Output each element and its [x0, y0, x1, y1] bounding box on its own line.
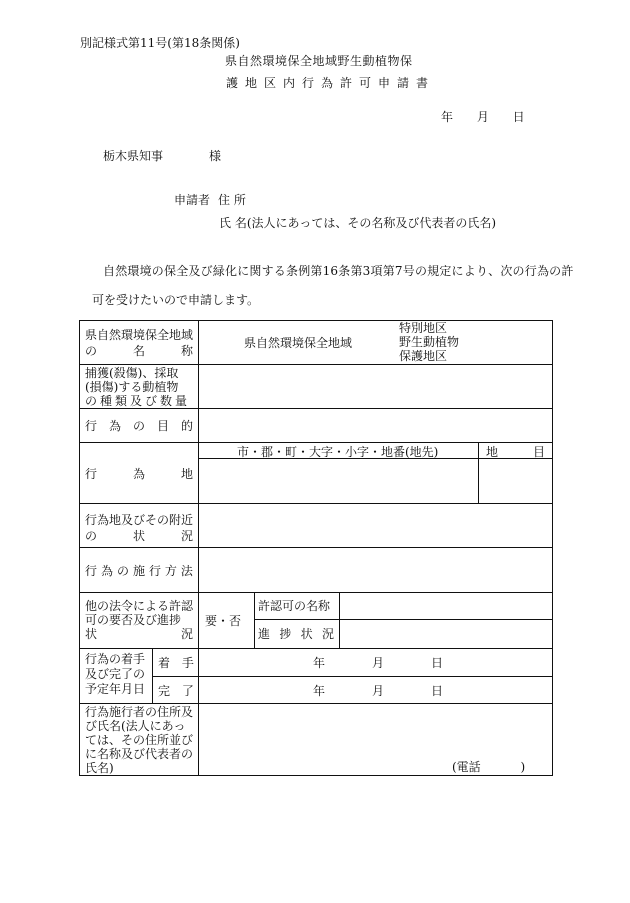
row-divider — [79, 547, 553, 548]
label-char: 捗 — [279, 627, 292, 641]
row-divider — [79, 703, 553, 704]
label-char: 地 — [486, 445, 499, 459]
option-special-district[interactable]: 特別地区 — [399, 321, 448, 335]
start-date-field[interactable] — [313, 656, 443, 670]
row8-label — [85, 652, 149, 697]
operator-info-field[interactable] — [200, 705, 550, 755]
month-char: 月 — [371, 684, 384, 698]
land-category-header — [486, 445, 545, 459]
table-border-top — [79, 320, 553, 321]
label-char: 法 — [180, 564, 193, 578]
row9-label-line3: ては、その住所並び — [85, 733, 194, 747]
row8-label-line3: 予定年月日 — [85, 682, 146, 696]
row1-district-options[interactable] — [399, 321, 459, 363]
column-divider — [339, 592, 340, 648]
addressee-name: 栃木県知事 — [103, 149, 164, 163]
table-border-left — [79, 320, 80, 776]
label-char: 施 — [132, 564, 145, 578]
row2-label-line1: 捕獲(殺傷)、採取 — [85, 366, 179, 380]
row-divider — [79, 442, 553, 443]
column-divider — [478, 442, 479, 503]
row9-label-line4: に名称及び代表者の — [85, 747, 194, 761]
purpose-field[interactable] — [200, 410, 550, 440]
completion-label: 完 了 — [158, 684, 194, 698]
permit-name-field[interactable] — [341, 594, 550, 617]
row9-label-line5: 氏名) — [85, 761, 114, 775]
row7-label-line1: 他の法令による許認 — [85, 599, 194, 613]
form-number: 別記様式第11号(第18条関係) — [80, 36, 240, 50]
label-char: 状 — [300, 627, 313, 641]
row9-label — [85, 705, 195, 775]
label-char: 状 — [132, 529, 145, 543]
applicant-name-label[interactable]: 氏 名(法人にあっては、その名称及び代表者の氏名) — [219, 216, 497, 230]
day-char: 日 — [430, 684, 443, 698]
label-char: の — [85, 529, 98, 543]
label-char: 行 — [85, 564, 98, 578]
label-char: 為 — [108, 419, 121, 433]
label-char: 行 — [85, 419, 98, 433]
row5-label — [85, 513, 193, 543]
month-char: 月 — [371, 656, 384, 670]
row-divider — [79, 408, 553, 409]
row2-label — [85, 366, 193, 408]
application-date[interactable]: 年 月 日 — [441, 110, 525, 124]
applicant-label: 申請者 — [174, 193, 211, 207]
label-char: 名 — [132, 344, 145, 358]
row3-label — [85, 419, 193, 433]
form-title-line2: 護地区内行為許可申請書 — [226, 76, 436, 90]
row2-label-line3: の種類及び数量 — [85, 394, 191, 408]
row9-label-line1: 行為施行者の住所及 — [85, 705, 194, 719]
row6-label — [85, 564, 193, 578]
column-divider — [152, 648, 153, 703]
row8-label-line1: 行為の着手 — [85, 652, 146, 666]
label-char: 行 — [148, 564, 161, 578]
year-char: 年 — [313, 684, 326, 698]
label-char: 況 — [180, 529, 193, 543]
label-char: 況 — [321, 627, 334, 641]
label-char: 方 — [164, 564, 177, 578]
column-divider — [198, 320, 199, 776]
label-char: 称 — [180, 344, 193, 358]
row-divider — [79, 364, 553, 365]
row5-label-line1: 行為地及びその附近 — [85, 513, 194, 527]
row5-label-line2 — [85, 529, 193, 543]
species-quantity-field[interactable] — [200, 366, 550, 406]
label-char: 的 — [180, 419, 193, 433]
permit-name-label: 許認可の名称 — [258, 599, 331, 613]
label-char: 為 — [100, 564, 113, 578]
land-category-field[interactable] — [480, 460, 550, 501]
table-border-bottom — [79, 775, 553, 776]
option-protection-district[interactable]: 保護地区 — [399, 349, 448, 363]
applicant-address-label[interactable]: 住 所 — [218, 193, 246, 207]
row2-label-line2: (損傷)する動植物 — [85, 380, 179, 394]
label-char: 為 — [132, 467, 145, 481]
body-text-line1: 自然環境の保全及び緑化に関する条例第16条第3項第7号の規定により、次の行為の許 — [103, 264, 574, 278]
row1-area-type: 県自然環境保全地域 — [244, 336, 353, 350]
site-condition-field[interactable] — [200, 505, 550, 545]
label-char: 行 — [85, 467, 98, 481]
row1-label-line1: 県自然環境保全地域 — [85, 328, 194, 342]
column-divider — [254, 592, 255, 648]
need-selector[interactable]: 要・否 — [205, 614, 242, 628]
row1-label-line2 — [85, 344, 193, 358]
label-char: 況 — [180, 627, 193, 641]
row-divider — [152, 676, 553, 677]
form-title-line1: 県自然環境保全地域野生動植物保 — [225, 54, 413, 68]
day-char: 日 — [430, 656, 443, 670]
completion-date-field[interactable] — [313, 684, 443, 698]
row7-label-line3 — [85, 627, 193, 641]
row-divider — [79, 592, 553, 593]
label-char: 目 — [156, 419, 169, 433]
row9-label-line2: び氏名(法人にあっ — [85, 719, 186, 733]
label-char: の — [132, 419, 145, 433]
phone-field[interactable]: (電話 ) — [452, 760, 526, 774]
label-char: 進 — [258, 627, 271, 641]
label-char: 状 — [85, 627, 98, 641]
option-wildlife[interactable]: 野生動植物 — [399, 335, 460, 349]
start-label: 着 手 — [158, 656, 194, 670]
year-char: 年 — [313, 656, 326, 670]
body-text-line2: 可を受けたいので申請します。 — [92, 293, 260, 307]
label-char: 目 — [532, 445, 545, 459]
label-char: の — [85, 344, 98, 358]
row8-label-line2: 及び完了の — [85, 667, 146, 681]
row7-label-line2: 可の要否及び進捗 — [85, 613, 182, 627]
row-divider — [79, 648, 553, 649]
progress-label — [258, 627, 334, 641]
method-field[interactable] — [200, 549, 550, 590]
row1-label — [85, 328, 193, 358]
row7-label — [85, 599, 193, 641]
location-field[interactable] — [200, 460, 476, 501]
row-divider — [254, 619, 553, 620]
label-char: 地 — [180, 467, 193, 481]
row4-label — [85, 467, 193, 481]
label-char: の — [116, 564, 129, 578]
progress-status-field[interactable] — [341, 621, 550, 646]
table-border-right — [552, 320, 553, 776]
location-column-header: 市・郡・町・大字・小字・地番(地先) — [237, 445, 439, 459]
row-divider — [79, 503, 553, 504]
addressee-honorific: 様 — [209, 149, 222, 163]
